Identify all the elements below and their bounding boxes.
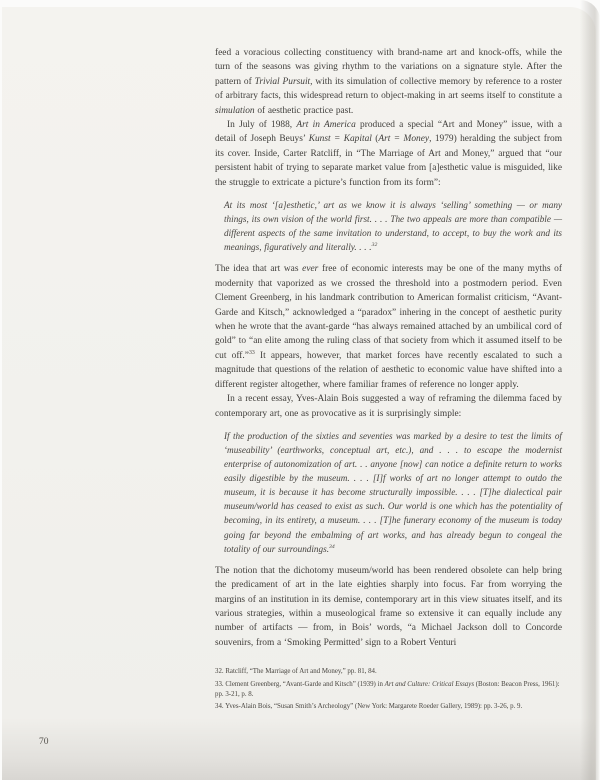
text-run: At its most ‘[a]esthetic,’ art as we know it is always ‘selling’ something — or many things, its own vision of the world first. . . . The two appeals are more than compatible — different aspects of the same invitation to understand, to accept, to buy the work and its meanings, figuratively and literally. . . .: [224, 200, 562, 253]
footnote: [215, 680, 562, 700]
paragraph: [215, 564, 562, 650]
paragraph: [215, 46, 562, 118]
paragraph: [215, 262, 562, 392]
italic-text: Art = Money: [378, 134, 430, 145]
block-quote: [224, 198, 562, 254]
italic-text: Trivial Pursuit: [254, 76, 311, 87]
text-block: [215, 46, 562, 650]
page-number: 70: [39, 737, 49, 747]
text-run: In July of 1988,: [227, 120, 297, 131]
text-run: feed a voracious collecting constituency with brand-name art and knock-offs, while the turn of the seasons was giving rhythm to the variations on a signature style. After the pattern of: [215, 48, 562, 87]
italic-text: simulation: [215, 105, 255, 116]
text-run: In a recent essay, Yves-Alain Bois suggested a way of reframing the dilemma faced by contemporary art, one as provocative as it is surprisingly simple:: [215, 394, 562, 419]
footnote-marker: 32: [371, 242, 378, 249]
text-run: The notion that the dichotomy museum/world has been rendered obsolete can help bring the predicament of art in the late eighties sharply into focus. Far from worrying the margins of an institution in its demise, contemporary art in this view situates itself, and its various strategies, within a museological frame so extensive it can equally include any number of artifacts — from, in Bois’ words, “a Michael Jackson doll to Concorde souvenirs, from a ‘Smoking Permitted’ sign to a Robert Venturi: [215, 565, 562, 648]
footnotes: [215, 667, 562, 715]
text-run: It appears, however, that market forces have recently escalated to such a magnitude that questions of the relation of aesthetic to economic value have shifted into a different register altogether, where familiar frames of reference no longer apply.: [215, 350, 563, 390]
text-run: , 1979) heralding the subject from its cover. Inside, Carter Ratcliff, in “The Marriage of Art and Money,” argued that “our persistent habit of trying to separate market value from [a]esthetic value is misguided, like the struggle to extricate a picture’s function from its form”:: [215, 134, 562, 188]
text-run: 33. Clement Greenberg, “Avant-Garde and Kitsch” (1939) in: [215, 680, 385, 688]
italic-text: ever: [302, 264, 319, 275]
text-run: of aesthetic practice past.: [254, 105, 354, 116]
footnote: [215, 702, 562, 712]
text-run: The idea that art was: [215, 264, 303, 275]
text-run: If the production of the sixties and seventies was marked by a desire to test the limits of ‘museability’ (earthworks, conceptual art, etc.), and . . . to escape the modernist enterprise of autonomization of art. . . anyone [now] can notice a definite return to works easily digestible by the museum. . . . [I]f works of art no longer attempt to outdo the museum, it is because it has become structurally impossible. . . . [T]he dialectical pair museum/world has ceased to exist as such. Our world is one which has the potentiality of becoming, in its entirety, a museum. . . . [T]he funerary economy of the museum is today going far beyond the embalming of art works, and has already begun to congeal the totality of our surroundings.: [224, 430, 562, 554]
italic-text: Art and Culture: Critical Essays: [384, 680, 474, 688]
footnote-marker: 34: [329, 543, 335, 550]
footnote-marker: 33: [248, 349, 255, 356]
text-run: , with its simulation of collective memory by reference to a roster of arbitrary facts, this widespread return to object-making in art seems itself to constitute a: [215, 76, 563, 102]
footnote: [215, 667, 562, 677]
text-run: (Boston: Beacon Press, 1961): pp. 3-21, p. 8.: [215, 680, 560, 698]
text-run: 34. Yves-Alain Bois, “Susan Smith’s Archeology” (New York: Margarete Roeder Gallery, 1989): pp. 3-26, p. 9.: [215, 703, 523, 710]
italic-text: Art in America: [296, 120, 356, 131]
paragraph: [215, 118, 562, 190]
page-edge-shadow: [580, 0, 600, 780]
text-run: 32. Ratcliff, “The Marriage of Art and Money,” pp. 81, 84.: [215, 668, 377, 675]
paragraph: [215, 392, 562, 421]
text-run: produced a special “Art and Money” issue, with a detail of Joseph Beuys’: [215, 120, 562, 145]
text-run: free of economic interests may be one of the many myths of modernity that vaporized as we crossed the threshold into a postmodern period. Even Clement Greenberg, in his landmark contribution to American formalist criticism, “Avant-Garde and Kitsch,” acknowledged a “paradox” inhering in the concept of aesthetic purity when he wrote that the avant-garde “has always remained attached by an umbilical cord of gold” to “an elite among the ruling class of that society from which it assumed itself to be cut off.”: [215, 264, 562, 361]
block-quote: [224, 429, 562, 556]
italic-text: Kunst = Kapital: [308, 134, 372, 145]
text-run: (: [371, 134, 379, 145]
